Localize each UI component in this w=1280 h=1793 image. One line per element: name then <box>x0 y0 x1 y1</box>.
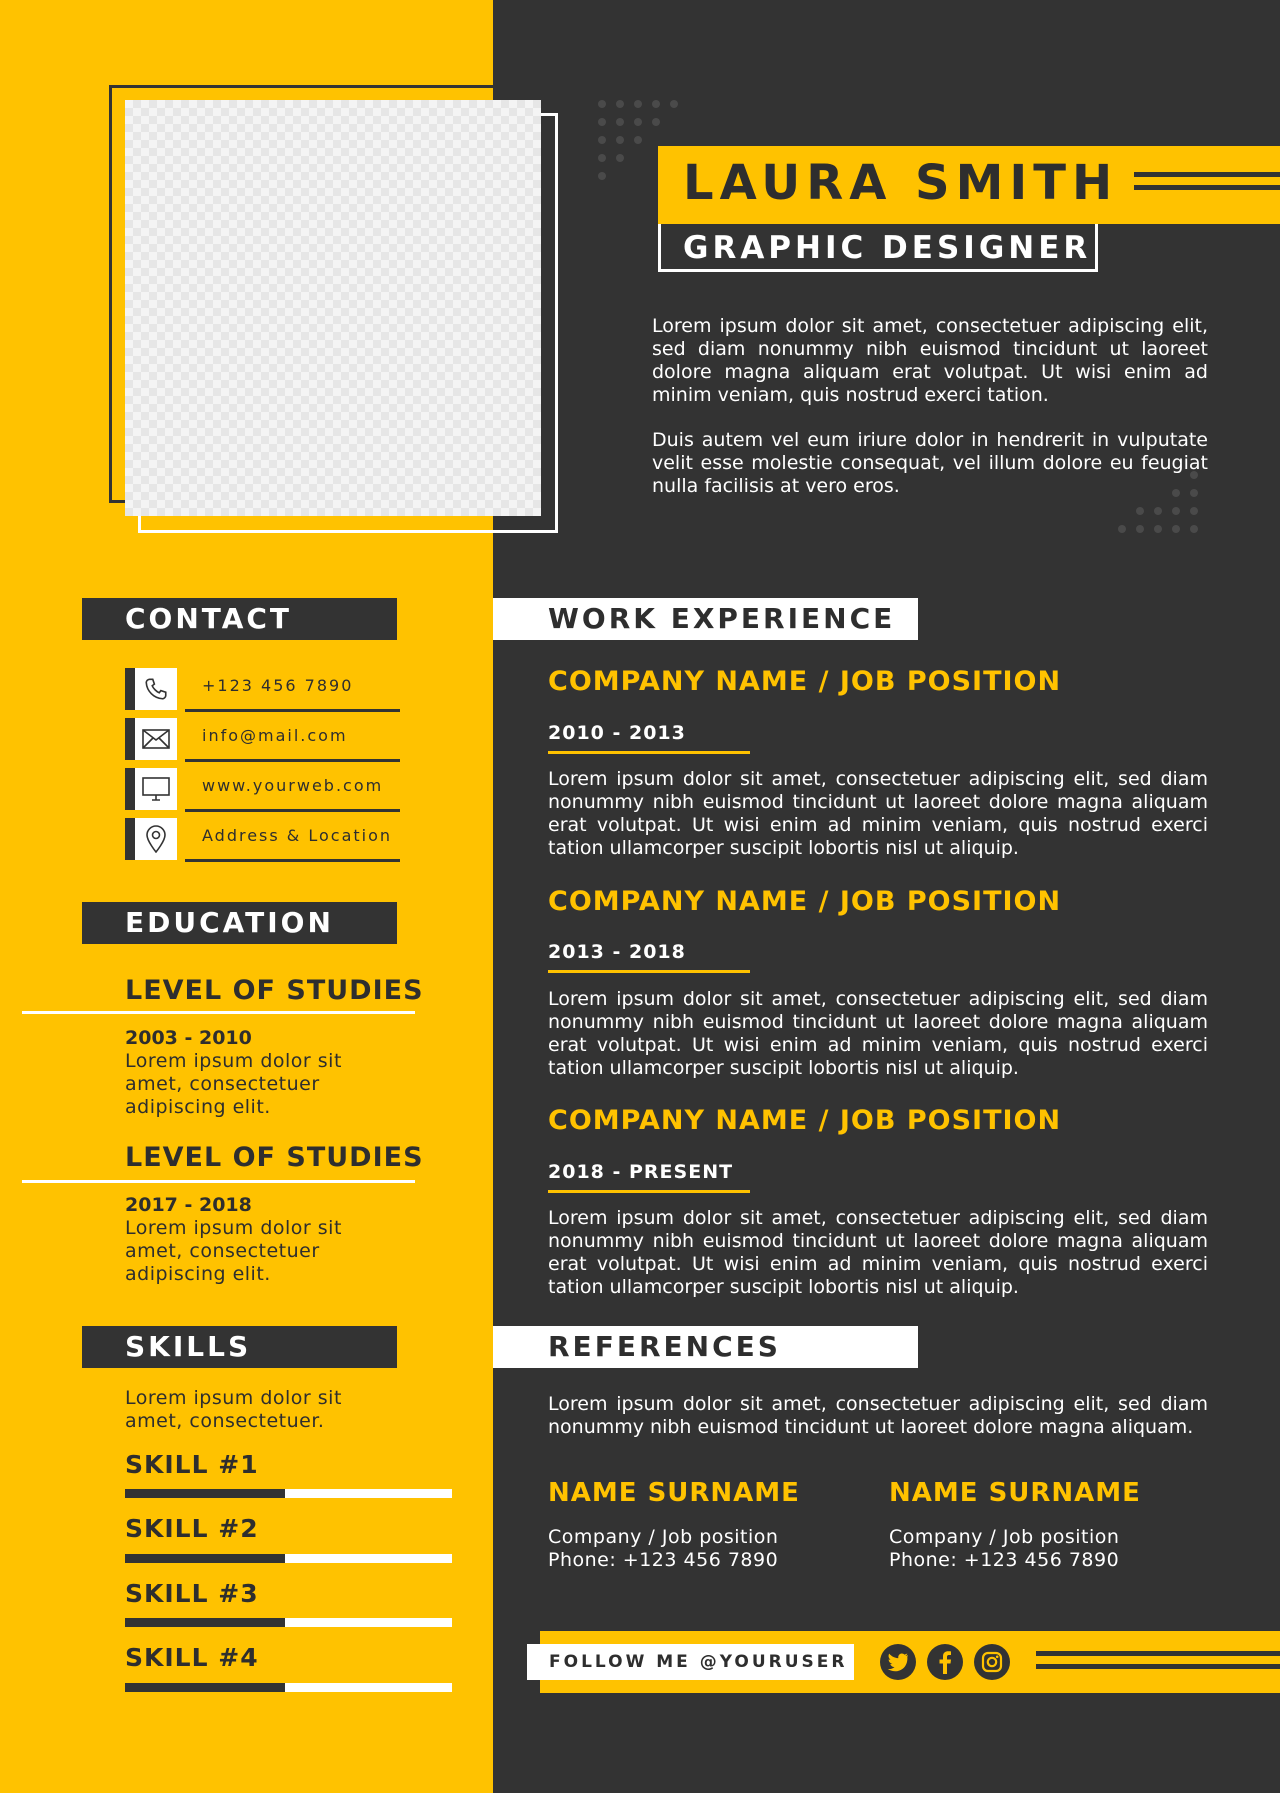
contact-phone[interactable] <box>125 668 400 712</box>
phone-icon <box>135 668 177 710</box>
skill-bar <box>125 1683 452 1692</box>
instagram-icon[interactable] <box>974 1644 1010 1680</box>
monitor-icon <box>135 768 177 810</box>
follow-me-label[interactable]: FOLLOW ME @YOURUSER <box>527 1644 854 1680</box>
job-years: 2013 - 2018 <box>548 941 686 963</box>
reference-phone: Phone: +123 456 7890 <box>548 1549 779 1571</box>
skill-name: SKILL #2 <box>125 1514 259 1543</box>
job-description: Lorem ipsum dolor sit amet, consectetuer adipiscing elit, sed diam nonummy nibh euismod tincidunt ut laoreet dolore magna aliquam erat volutpat. Ut wisi enim ad minim veniam, quis nostrud exerci tation ullamcorper suscipit lobortis nisl ut aliquip. <box>548 768 1208 859</box>
location-pin-icon <box>135 818 177 860</box>
reference-company: Company / Job position <box>548 1526 779 1548</box>
job-title: GRAPHIC DESIGNER <box>683 230 1092 266</box>
reference-name: NAME SURNAME <box>548 1478 800 1508</box>
divider <box>548 751 750 754</box>
contact-text: www.yourweb.com <box>202 776 384 795</box>
job-years: 2010 - 2013 <box>548 722 686 744</box>
name-decor-lines <box>1134 172 1280 198</box>
skill-name: SKILL #1 <box>125 1450 259 1479</box>
divider <box>22 1180 415 1183</box>
job-position-title: COMPANY NAME / JOB POSITION <box>548 886 1062 917</box>
mail-icon <box>135 718 177 760</box>
education-heading: EDUCATION <box>82 902 397 944</box>
intro-paragraph: Lorem ipsum dolor sit amet, consectetuer adipiscing elit, sed diam nonummy nibh euismod tincidunt ut laoreet dolore magna aliquam erat volutpat. Ut wisi enim ad minim veniam, quis nostrud exerci tation. <box>652 315 1208 406</box>
contact-website[interactable] <box>125 768 400 812</box>
education-years: 2017 - 2018 <box>125 1194 252 1216</box>
skills-heading: SKILLS <box>82 1326 397 1368</box>
contact-heading: CONTACT <box>82 598 397 640</box>
references-heading: REFERENCES <box>493 1326 918 1368</box>
divider <box>548 970 750 973</box>
intro-text <box>652 315 1208 520</box>
job-description: Lorem ipsum dolor sit amet, consectetuer adipiscing elit, sed diam nonummy nibh euismod tincidunt ut laoreet dolore magna aliquam erat volutpat. Ut wisi enim ad minim veniam, quis nostrud exerci tation ullamcorper suscipit lobortis nisl ut aliquip. <box>548 988 1208 1079</box>
skill-bar <box>125 1554 452 1563</box>
reference-name: NAME SURNAME <box>889 1478 1141 1508</box>
skill-bar-fill <box>125 1554 285 1563</box>
intro-paragraph: Duis autem vel eum iriure dolor in hendrerit in vulputate velit esse molestie consequat, vel illum dolore eu feugiat nulla facilisis at vero eros. <box>652 429 1208 497</box>
facebook-icon[interactable] <box>927 1644 963 1680</box>
skill-bar <box>125 1618 452 1627</box>
job-position-title: COMPANY NAME / JOB POSITION <box>548 666 1062 697</box>
divider <box>22 1011 415 1014</box>
education-title: LEVEL OF STUDIES <box>125 1142 424 1173</box>
profile-photo-placeholder <box>125 100 541 516</box>
job-description: Lorem ipsum dolor sit amet, consectetuer adipiscing elit, sed diam nonummy nibh euismod tincidunt ut laoreet dolore magna aliquam erat volutpat. Ut wisi enim ad minim veniam, quis nostrud exerci tation ullamcorper suscipit lobortis nisl ut aliquip. <box>548 1207 1208 1298</box>
skill-bar-fill <box>125 1489 285 1498</box>
skill-name: SKILL #3 <box>125 1579 259 1608</box>
divider <box>548 1190 750 1193</box>
references-intro: Lorem ipsum dolor sit amet, consectetuer adipiscing elit, sed diam nonummy nibh euismod tincidunt ut laoreet dolore magna aliquam. <box>548 1393 1208 1438</box>
work-experience-heading: WORK EXPERIENCE <box>493 598 918 640</box>
education-description: Lorem ipsum dolor sit amet, consectetuer adipiscing elit. <box>125 1050 342 1118</box>
contact-address[interactable] <box>125 818 400 862</box>
footer-decor-lines <box>1036 1651 1280 1677</box>
job-years: 2018 - PRESENT <box>548 1161 734 1183</box>
twitter-icon[interactable] <box>880 1644 916 1680</box>
education-title: LEVEL OF STUDIES <box>125 975 424 1006</box>
skill-bar <box>125 1489 452 1498</box>
skill-name: SKILL #4 <box>125 1643 259 1672</box>
contact-email[interactable] <box>125 718 400 762</box>
skill-bar-fill <box>125 1618 285 1627</box>
reference-phone: Phone: +123 456 7890 <box>889 1549 1120 1571</box>
skill-bar-fill <box>125 1683 285 1692</box>
job-position-title: COMPANY NAME / JOB POSITION <box>548 1105 1062 1136</box>
contact-text: +123 456 7890 <box>202 676 354 695</box>
contact-text: Address & Location <box>202 826 393 845</box>
person-name: LAURA SMITH <box>683 155 1119 211</box>
education-description: Lorem ipsum dolor sit amet, consectetuer adipiscing elit. <box>125 1217 342 1285</box>
skills-intro: Lorem ipsum dolor sit amet, consectetuer. <box>125 1387 342 1432</box>
education-years: 2003 - 2010 <box>125 1027 252 1049</box>
contact-text: info@mail.com <box>202 726 348 745</box>
reference-company: Company / Job position <box>889 1526 1120 1548</box>
